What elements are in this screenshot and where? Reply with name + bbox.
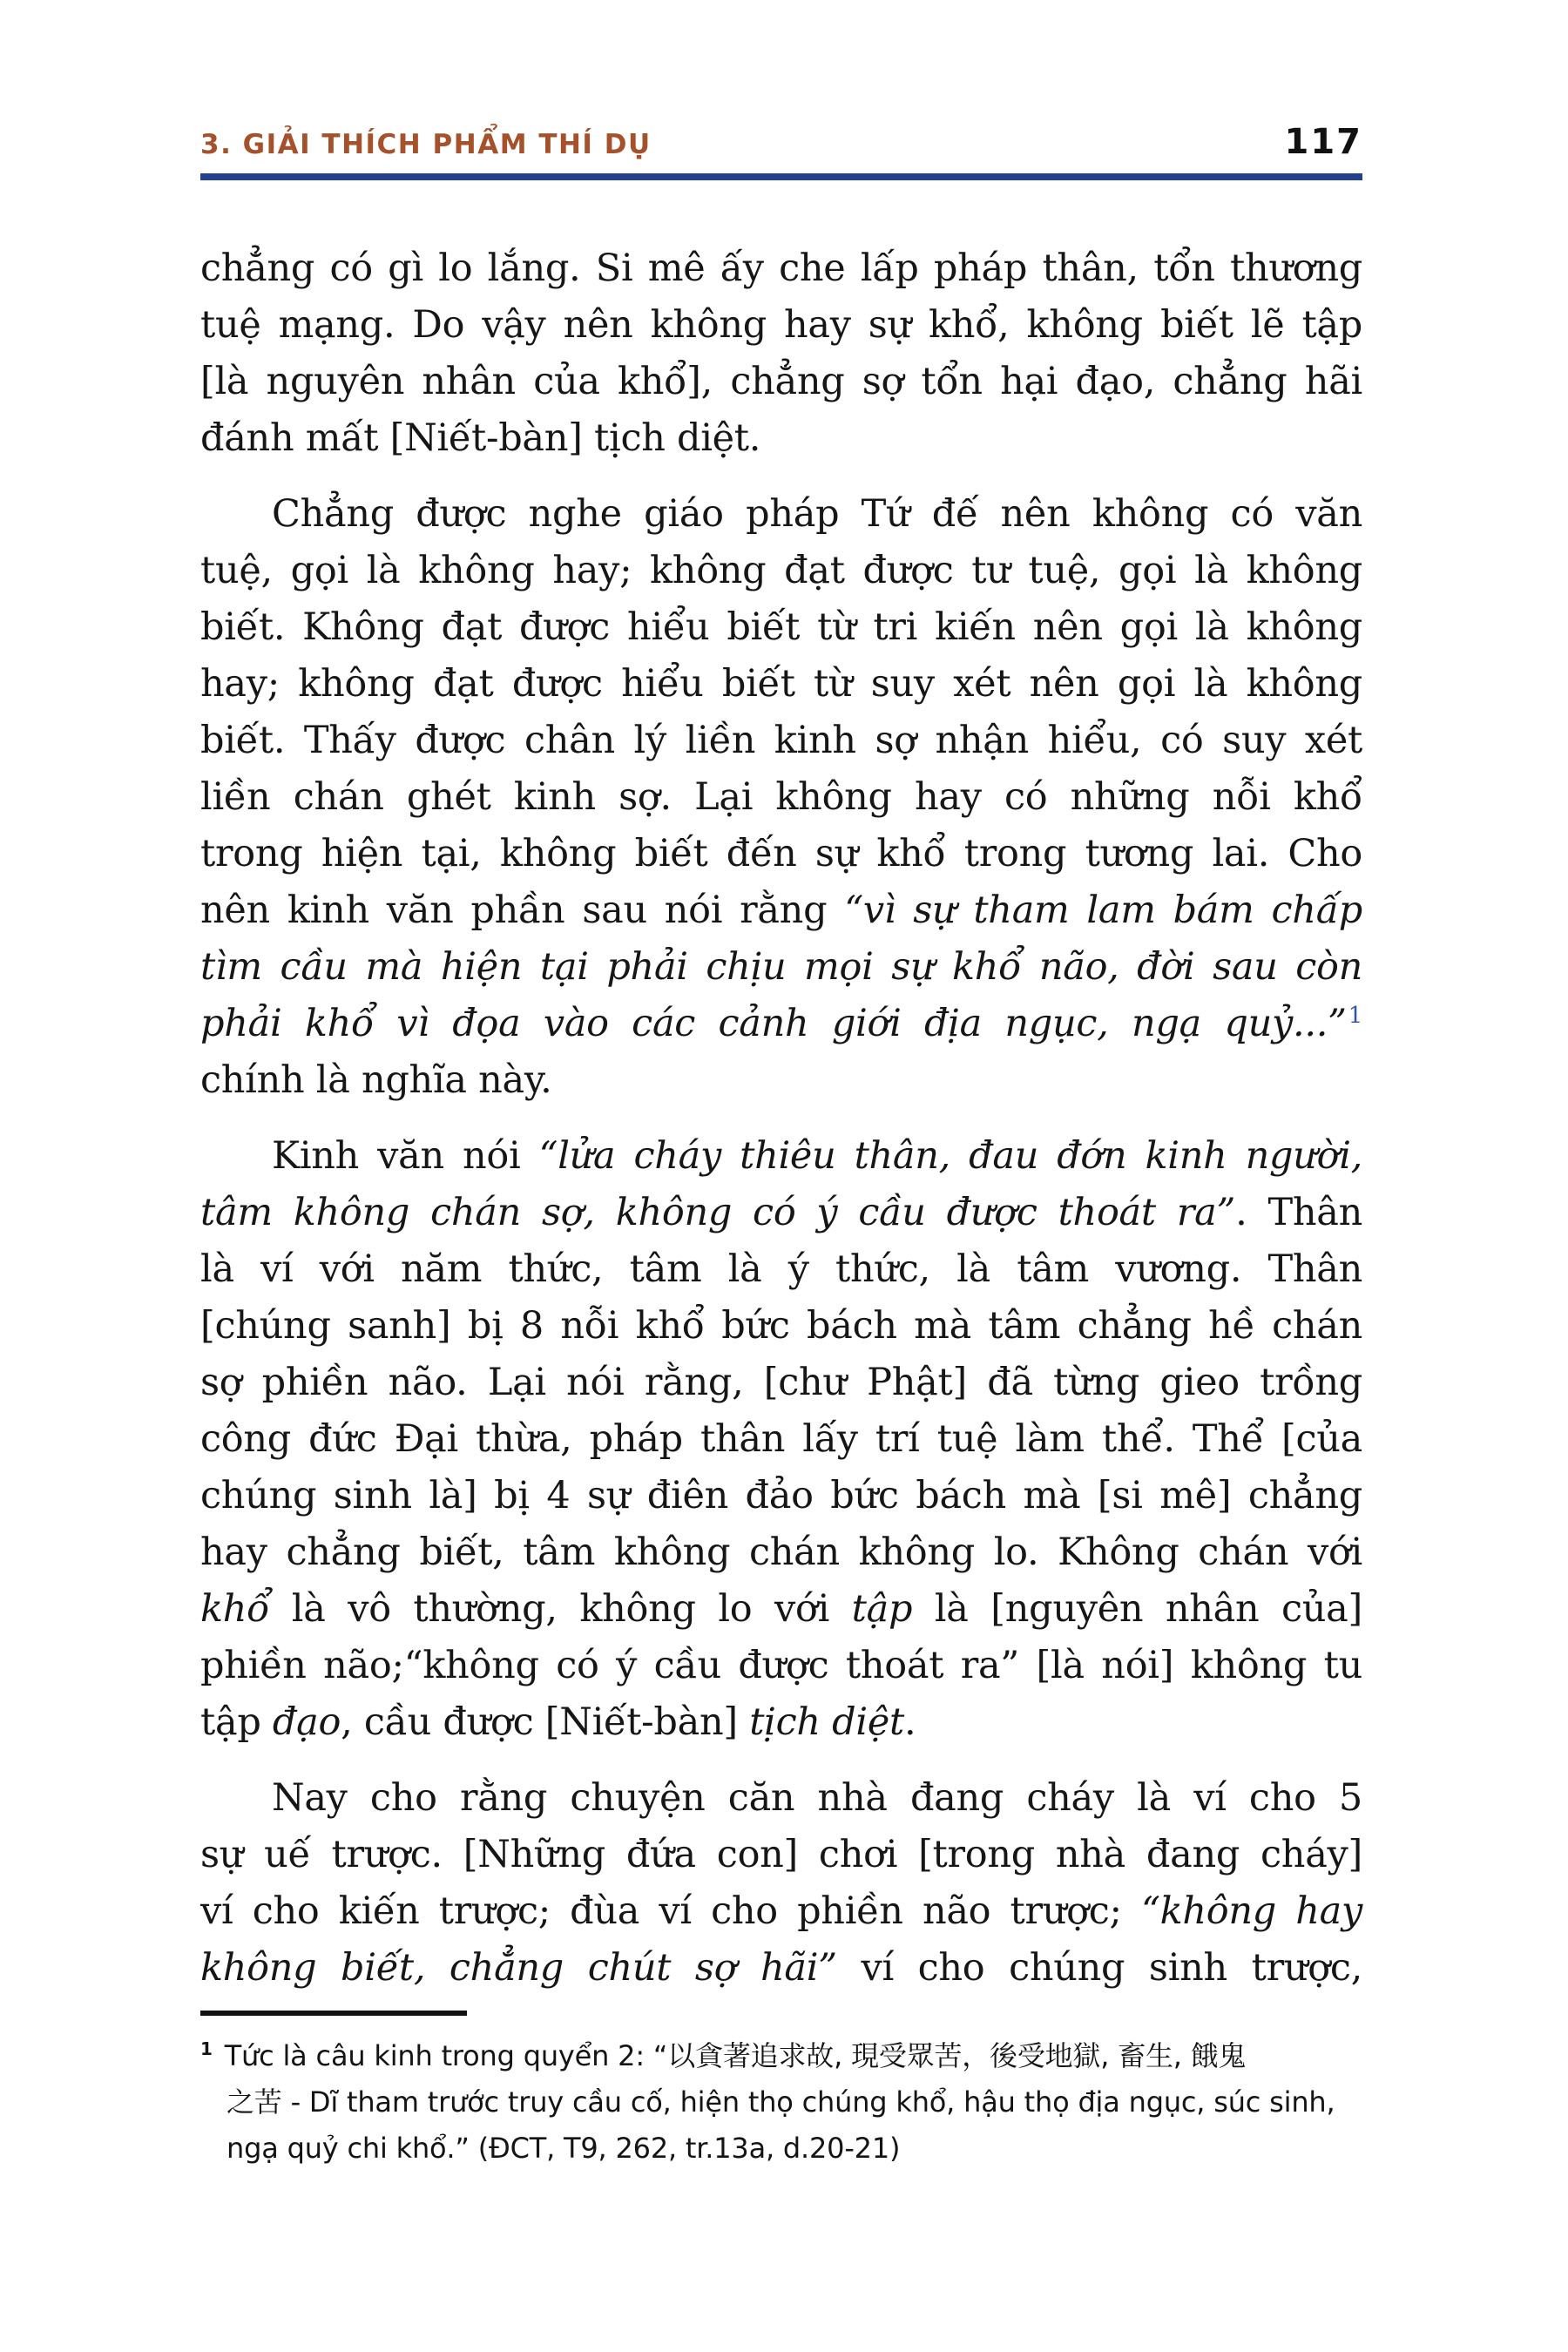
body-paragraph bbox=[200, 240, 1362, 467]
body-paragraph bbox=[200, 486, 1362, 1109]
text-line: phải khổ vì đọa vào các cảnh giới địa ngục, ngạ quỷ...”$^1$ bbox=[200, 1002, 1362, 1045]
text-line: Chẳng được nghe giáo pháp Tứ đế nên không có văn bbox=[272, 492, 1362, 536]
footnote-reference: 1 bbox=[1348, 1002, 1362, 1029]
footnote bbox=[200, 2033, 1385, 2172]
text-line: tuệ, gọi là không hay; không đạt được tư tuệ, gọi là không bbox=[200, 549, 1362, 592]
body-paragraph bbox=[200, 1770, 1362, 1997]
text-line: tâm không chán sợ, không có ý cầu được thoát ra”. Thân bbox=[200, 1191, 1362, 1234]
footnote-line: 之苦 - Dĩ tham trước truy cầu cố, hiện thọ chúng khổ, hậu thọ địa ngục, súc sinh, bbox=[226, 2085, 1335, 2119]
text-line: Nay cho rằng chuyện căn nhà đang cháy là ví cho 5 bbox=[272, 1776, 1362, 1820]
footnote-separator bbox=[200, 2011, 467, 2016]
body-paragraph bbox=[200, 1128, 1362, 1751]
text-line: tuệ mạng. Do vậy nên không hay sự khổ, không biết lẽ tập bbox=[200, 303, 1362, 347]
text-line: công đức Đại thừa, pháp thân lấy trí tuệ làm thể. Thể [của bbox=[200, 1417, 1362, 1461]
text-line: phiền não;“không có ý cầu được thoát ra” [là nói] không tu bbox=[200, 1644, 1362, 1687]
header bbox=[200, 122, 1362, 162]
text-line: đánh mất [Niết-bàn] tịch diệt. bbox=[200, 416, 761, 460]
text-line: chính là nghĩa này. bbox=[200, 1058, 552, 1102]
text-line: [chúng sanh] bị 8 nỗi khổ bức bách mà tâm chẳng hề chán bbox=[200, 1304, 1362, 1348]
text-line: biết. Thấy được chân lý liền kinh sợ nhận hiểu, có suy xét bbox=[200, 719, 1362, 762]
text-line: sợ phiền não. Lại nói rằng, [chư Phật] đã từng gieo trồng bbox=[200, 1361, 1362, 1404]
page-number: 117 bbox=[1284, 122, 1362, 162]
text-line: [là nguyên nhân của khổ], chẳng sợ tổn hại đạo, chẳng hãi bbox=[200, 360, 1362, 403]
text-line: hay; không đạt được hiểu biết từ suy xét nên gọi là không bbox=[200, 662, 1362, 706]
text-line: liền chán ghét kinh sợ. Lại không hay có những nỗi khổ bbox=[200, 775, 1362, 819]
text-line: chúng sinh là] bị 4 sự điên đảo bức bách mà [si mê] chẳng bbox=[200, 1474, 1362, 1517]
footnote-marker: 1 bbox=[200, 2038, 213, 2060]
text-line: biết. Không đạt được hiểu biết từ tri kiến nên gọi là không bbox=[200, 605, 1362, 649]
text-line: Kinh văn nói “lửa cháy thiêu thân, đau đớn kinh người, bbox=[272, 1134, 1363, 1178]
header-rule bbox=[200, 173, 1362, 180]
body-text bbox=[200, 240, 1362, 1997]
footnote-line: ngạ quỷ chi khổ.” (ĐCT, T9, 262, tr.13a, d.20-21) bbox=[226, 2132, 901, 2165]
text-line: không biết, chẳng chút sợ hãi” ví cho chúng sinh trược, bbox=[200, 1946, 1362, 1990]
footnote-line: $^1$ Tức là câu kinh trong quyển 2: “以貪著追求故, 現受眾苦，後受地獄, 畜生, 餓鬼 bbox=[200, 2038, 1247, 2072]
text-line: nên kinh văn phần sau nói rằng “vì sự tham lam bám chấp bbox=[200, 889, 1362, 932]
text-line: ví cho kiến trược; đùa ví cho phiền não trược; “không hay bbox=[200, 1889, 1362, 1933]
text-line: là ví với năm thức, tâm là ý thức, là tâm vương. Thân bbox=[200, 1247, 1362, 1291]
text-line: khổ là vô thường, không lo với tập là [nguyên nhân của] bbox=[200, 1587, 1362, 1631]
text-line: trong hiện tại, không biết đến sự khổ trong tương lai. Cho bbox=[200, 832, 1362, 875]
section-heading: 3. GIẢI THÍCH PHẨM THÍ DỤ bbox=[200, 129, 652, 160]
text-line: tập đạo, cầu được [Niết-bàn] tịch diệt. bbox=[200, 1700, 916, 1744]
text-line: hay chẳng biết, tâm không chán không lo. Không chán với bbox=[200, 1531, 1362, 1574]
text-line: tìm cầu mà hiện tại phải chịu mọi sự khổ não, đời sau còn bbox=[200, 945, 1362, 989]
text-line: sự uế trược. [Những đứa con] chơi [trong nhà đang cháy] bbox=[200, 1833, 1362, 1876]
text-line: chẳng có gì lo lắng. Si mê ấy che lấp pháp thân, tổn thương bbox=[200, 247, 1362, 290]
